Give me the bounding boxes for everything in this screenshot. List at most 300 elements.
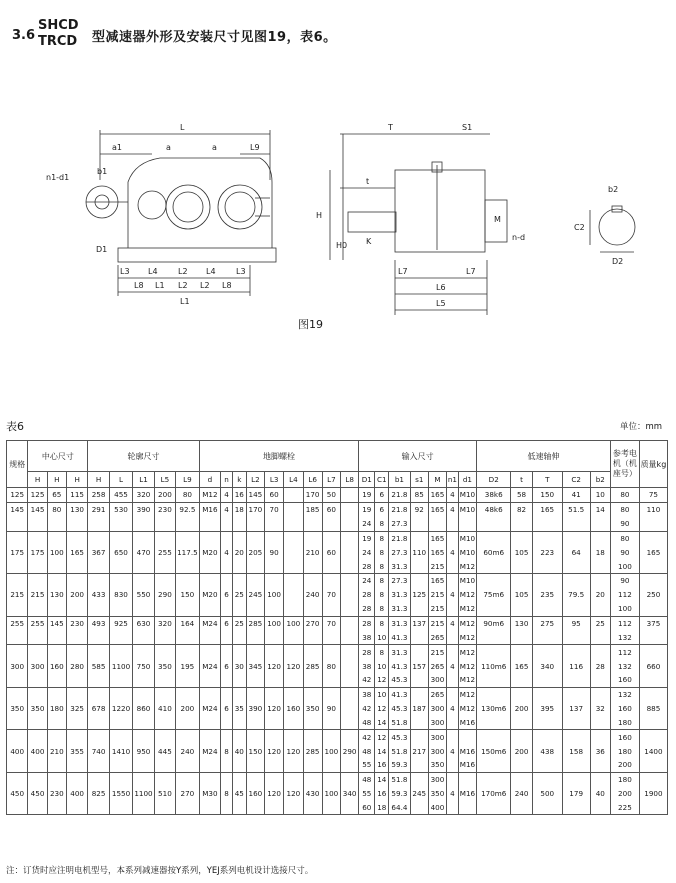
table-cell: 350	[428, 758, 446, 772]
figure-caption: 图19	[298, 318, 323, 331]
table-cell	[154, 758, 175, 772]
table-cell	[562, 559, 590, 573]
table-cell: 38	[359, 659, 375, 673]
table-cell	[232, 758, 246, 772]
table-cell: M12	[458, 659, 476, 673]
column-header: C1	[375, 472, 389, 488]
table-cell	[322, 559, 340, 573]
table-cell: 217	[410, 744, 428, 758]
table-cell: 291	[88, 502, 109, 516]
table-row	[7, 687, 668, 701]
table-cell: 530	[109, 502, 133, 516]
table-cell: 180	[610, 744, 639, 758]
table-cell	[199, 602, 220, 616]
table-row	[7, 588, 668, 602]
header-weight: 质量kg	[639, 441, 667, 488]
table-cell: 21.8	[389, 531, 410, 545]
table-cell	[47, 801, 66, 815]
table-cell	[639, 645, 667, 659]
table-cell: 28	[359, 559, 375, 573]
table-cell: 42	[359, 702, 375, 716]
table-cell: 18	[375, 801, 389, 815]
table-cell	[176, 758, 200, 772]
table-row	[7, 602, 668, 616]
table-cell	[264, 574, 283, 588]
table-cell	[284, 559, 303, 573]
table-cell	[199, 772, 220, 786]
table-cell	[176, 673, 200, 687]
table-cell: 80	[47, 502, 66, 516]
table-cell: 132	[610, 659, 639, 673]
table-cell	[410, 673, 428, 687]
table-cell: 10	[375, 630, 389, 644]
table-cell	[232, 716, 246, 730]
table-cell	[154, 645, 175, 659]
column-header: L	[109, 472, 133, 488]
table-cell	[88, 559, 109, 573]
table-cell	[7, 716, 28, 730]
table-cell	[322, 574, 340, 588]
table-cell	[7, 687, 28, 701]
dim-label-L1a: L1	[155, 281, 165, 290]
table-cell	[66, 687, 87, 701]
table-cell	[133, 801, 154, 815]
table-cell: 4	[447, 616, 459, 630]
table-cell: 4	[221, 545, 233, 559]
table-cell	[47, 716, 66, 730]
table-cell	[176, 517, 200, 531]
table-cell: 8	[375, 588, 389, 602]
table-cell	[532, 801, 562, 815]
table-cell	[639, 716, 667, 730]
table-cell	[154, 517, 175, 531]
table-cell	[133, 602, 154, 616]
table-cell: 300	[7, 659, 28, 673]
table-cell	[447, 602, 459, 616]
table-cell: 250	[639, 588, 667, 602]
table-row	[7, 787, 668, 801]
table-cell	[47, 772, 66, 786]
table-cell	[66, 645, 87, 659]
table-cell: 6	[221, 702, 233, 716]
table-cell	[88, 730, 109, 744]
table-cell	[303, 531, 322, 545]
table-row	[7, 488, 668, 503]
table-cell: 205	[246, 545, 264, 559]
table-cell: 1400	[639, 744, 667, 758]
table-cell	[322, 531, 340, 545]
table-cell: 42	[359, 673, 375, 687]
table-cell: 18	[232, 502, 246, 516]
table-cell: 117.5	[176, 545, 200, 559]
table-cell	[66, 531, 87, 545]
table-row	[7, 517, 668, 531]
table-cell: 200	[176, 702, 200, 716]
column-header: H	[88, 472, 109, 488]
table-cell	[639, 630, 667, 644]
table-cell	[154, 716, 175, 730]
table-cell: 255	[7, 616, 28, 630]
table-cell	[340, 502, 358, 516]
table-cell	[458, 772, 476, 786]
table-cell	[109, 758, 133, 772]
table-cell: 8	[375, 574, 389, 588]
header-foot: 地脚螺栓	[199, 441, 359, 472]
table-cell	[28, 772, 47, 786]
table-cell: M12	[458, 559, 476, 573]
table-cell	[447, 730, 459, 744]
table-cell	[7, 630, 28, 644]
column-header: L6	[303, 472, 322, 488]
table-cell	[590, 574, 610, 588]
table-cell	[199, 758, 220, 772]
table-cell	[284, 645, 303, 659]
table-cell: 215	[7, 588, 28, 602]
table-cell	[199, 730, 220, 744]
table-cell	[232, 687, 246, 701]
column-header: t	[511, 472, 532, 488]
table-cell	[221, 801, 233, 815]
table-cell	[246, 716, 264, 730]
model-code-1: SHCD	[38, 18, 79, 33]
table-cell	[176, 559, 200, 573]
table-cell	[303, 517, 322, 531]
table-cell	[340, 758, 358, 772]
table-cell	[109, 559, 133, 573]
table-cell	[88, 517, 109, 531]
table-cell	[109, 687, 133, 701]
table-cell	[154, 772, 175, 786]
table-cell: 825	[88, 787, 109, 801]
table-cell: 510	[154, 787, 175, 801]
table-cell: 59.3	[389, 758, 410, 772]
table-cell: 112	[610, 645, 639, 659]
table-cell	[639, 531, 667, 545]
table-cell	[133, 772, 154, 786]
table-cell	[47, 559, 66, 573]
table-cell	[532, 758, 562, 772]
table-cell: 6	[375, 488, 389, 503]
table-cell: 350	[154, 659, 175, 673]
table-cell: 395	[532, 702, 562, 716]
table-cell: 55	[359, 758, 375, 772]
column-header: H	[47, 472, 66, 488]
table-cell: 6	[375, 502, 389, 516]
table-cell	[590, 730, 610, 744]
table-cell: 550	[133, 588, 154, 602]
table-cell	[447, 716, 459, 730]
table-cell	[562, 716, 590, 730]
table-cell	[284, 716, 303, 730]
table-cell	[7, 645, 28, 659]
table-cell: 25	[590, 616, 610, 630]
table-cell: 265	[428, 659, 446, 673]
table-cell	[284, 602, 303, 616]
table-cell	[410, 772, 428, 786]
table-cell: 350	[7, 702, 28, 716]
table-cell: 130	[47, 588, 66, 602]
table-cell: 27.3	[389, 517, 410, 531]
table-cell	[511, 645, 532, 659]
table-cell: 367	[88, 545, 109, 559]
table-cell	[340, 702, 358, 716]
table-cell: 40	[232, 744, 246, 758]
table-cell	[176, 801, 200, 815]
table-cell: 82	[511, 502, 532, 516]
table-cell	[303, 645, 322, 659]
table-cell	[66, 801, 87, 815]
table-cell: 215	[428, 602, 446, 616]
table-cell: 25	[232, 616, 246, 630]
table-cell: 180	[610, 772, 639, 786]
table-cell	[232, 801, 246, 815]
table-cell: 32	[590, 702, 610, 716]
table-cell	[562, 687, 590, 701]
table-row	[7, 801, 668, 815]
table-cell	[410, 645, 428, 659]
table-cell: 750	[133, 659, 154, 673]
table-cell: M12	[458, 687, 476, 701]
table-cell: 145	[246, 488, 264, 503]
table-cell	[447, 574, 459, 588]
table-cell: 4	[447, 545, 459, 559]
dim-label-L2b: L2	[178, 281, 188, 290]
table-cell	[477, 801, 511, 815]
table-cell: 170m6	[477, 787, 511, 801]
table-row	[7, 730, 668, 744]
table-cell: 64	[562, 545, 590, 559]
table-cell: 210	[303, 545, 322, 559]
table-cell	[639, 517, 667, 531]
table-cell: M24	[199, 702, 220, 716]
table-cell	[232, 645, 246, 659]
table-cell	[154, 687, 175, 701]
table-cell: 300	[428, 716, 446, 730]
table-cell: 16	[232, 488, 246, 503]
table-cell: 125	[410, 588, 428, 602]
table-cell	[410, 687, 428, 701]
table-cell	[232, 730, 246, 744]
dim-label-t: t	[366, 177, 370, 186]
table-cell: 290	[340, 744, 358, 758]
table-cell	[477, 630, 511, 644]
table-cell: 1100	[109, 659, 133, 673]
table-cell	[562, 730, 590, 744]
table-cell	[221, 687, 233, 701]
table-cell: 285	[303, 744, 322, 758]
table-cell	[639, 673, 667, 687]
table-cell	[639, 602, 667, 616]
column-header: L2	[246, 472, 264, 488]
table-title: 表6	[6, 420, 24, 433]
table-cell: 160	[610, 702, 639, 716]
table-cell: 270	[303, 616, 322, 630]
table-cell	[447, 758, 459, 772]
table-cell	[410, 801, 428, 815]
table-cell	[590, 687, 610, 701]
table-cell	[7, 531, 28, 545]
table-cell	[590, 673, 610, 687]
table-cell	[532, 531, 562, 545]
dim-label-L7a: L7	[398, 267, 408, 276]
gear-circle-1	[138, 191, 166, 219]
table-cell: 21.8	[389, 502, 410, 516]
dim-label-L3b: L3	[236, 267, 246, 276]
table-cell	[590, 630, 610, 644]
table-cell: 12	[375, 730, 389, 744]
table-cell	[176, 574, 200, 588]
table-cell: 180	[47, 702, 66, 716]
column-header: L9	[176, 472, 200, 488]
table-cell	[221, 531, 233, 545]
table-cell: 300	[28, 659, 47, 673]
table-cell: 80	[176, 488, 200, 503]
table-cell	[109, 517, 133, 531]
table-cell: 105	[511, 545, 532, 559]
table-cell	[47, 730, 66, 744]
dim-label-b1: b1	[97, 167, 108, 176]
table-cell: 650	[109, 545, 133, 559]
table-cell	[410, 531, 428, 545]
table-cell: 4	[447, 588, 459, 602]
table-cell: M24	[199, 744, 220, 758]
table-cell	[303, 574, 322, 588]
table-cell: 100	[284, 616, 303, 630]
table-cell: 41.3	[389, 630, 410, 644]
table-cell: 145	[47, 616, 66, 630]
table-cell: 59.3	[389, 787, 410, 801]
table-cell: 350	[303, 702, 322, 716]
table-cell: 450	[7, 787, 28, 801]
table-cell: 925	[109, 616, 133, 630]
table-cell: 137	[562, 702, 590, 716]
table-cell	[7, 673, 28, 687]
table-cell: 51.5	[562, 502, 590, 516]
table-cell: 31.3	[389, 602, 410, 616]
table-cell: M24	[199, 616, 220, 630]
table-cell	[176, 730, 200, 744]
table-cell: 175	[28, 545, 47, 559]
table-cell: M10	[458, 488, 476, 503]
table-cell: 230	[47, 787, 66, 801]
table-cell: 175	[7, 545, 28, 559]
table-cell	[232, 559, 246, 573]
table-cell	[88, 645, 109, 659]
table-row	[7, 502, 668, 516]
table-cell: M12	[199, 488, 220, 503]
table-cell: 160	[610, 730, 639, 744]
table-cell: 30	[232, 659, 246, 673]
table-cell: 240	[303, 588, 322, 602]
table-cell: 70	[322, 616, 340, 630]
table-cell	[88, 673, 109, 687]
table-cell	[133, 517, 154, 531]
table-cell: 132	[610, 630, 639, 644]
output-shaft-section	[599, 209, 635, 245]
table-cell: 41	[562, 488, 590, 503]
table-cell	[511, 716, 532, 730]
dim-label-T: T	[388, 123, 393, 132]
table-cell: 38	[359, 687, 375, 701]
table-cell: 223	[532, 545, 562, 559]
table-cell	[264, 602, 283, 616]
table-cell: 80	[610, 531, 639, 545]
table-cell: 438	[532, 744, 562, 758]
dim-label-L8a: L8	[134, 281, 144, 290]
table-cell	[133, 673, 154, 687]
column-header: H	[28, 472, 47, 488]
dim-label-a1: a1	[112, 143, 122, 152]
table-cell: 340	[532, 659, 562, 673]
table-cell: 14	[375, 716, 389, 730]
table-cell: 120	[264, 659, 283, 673]
table-cell: 38	[359, 630, 375, 644]
table-cell	[410, 716, 428, 730]
table-cell: 300	[428, 772, 446, 786]
table-cell	[303, 630, 322, 644]
table-cell: 116	[562, 659, 590, 673]
table-cell: 493	[88, 616, 109, 630]
table-cell	[590, 772, 610, 786]
table-cell: 45.3	[389, 673, 410, 687]
table-cell: 245	[246, 588, 264, 602]
table-cell: 585	[88, 659, 109, 673]
title-text: 型减速器外形及安装尺寸见图19，表6。	[92, 30, 337, 45]
table-cell: M12	[458, 602, 476, 616]
table-cell: 100	[610, 602, 639, 616]
table-cell: 100	[47, 545, 66, 559]
table-cell	[28, 559, 47, 573]
table-cell	[264, 673, 283, 687]
table-cell: 195	[176, 659, 200, 673]
table-cell	[221, 517, 233, 531]
table-cell: 320	[133, 488, 154, 503]
table-cell	[264, 517, 283, 531]
table-cell: 470	[133, 545, 154, 559]
table-cell: 950	[133, 744, 154, 758]
table-cell	[447, 517, 459, 531]
table-cell: 164	[176, 616, 200, 630]
column-header: M	[428, 472, 446, 488]
table-cell: 255	[154, 545, 175, 559]
column-header: L4	[284, 472, 303, 488]
table-cell	[340, 730, 358, 744]
dim-label-L3a: L3	[120, 267, 130, 276]
table-cell: 130m6	[477, 702, 511, 716]
table-cell: M12	[458, 702, 476, 716]
dim-label-L7b: L7	[466, 267, 476, 276]
dim-label-L4b: L4	[206, 267, 216, 276]
table-cell	[562, 531, 590, 545]
table-cell: 8	[221, 744, 233, 758]
table-cell: 158	[562, 744, 590, 758]
table-cell	[47, 531, 66, 545]
table-cell	[284, 517, 303, 531]
table-cell	[447, 673, 459, 687]
table-cell: 92.5	[176, 502, 200, 516]
table-cell: 90	[610, 545, 639, 559]
table-row	[7, 772, 668, 786]
table-cell: 48	[359, 744, 375, 758]
table-cell	[639, 801, 667, 815]
dim-label-M: M	[494, 215, 501, 224]
dim-label-nd: n-d	[512, 233, 526, 242]
table-cell: M16	[199, 502, 220, 516]
table-cell: 14	[375, 772, 389, 786]
table-cell: 345	[246, 659, 264, 673]
header-center: 中心尺寸	[28, 441, 88, 472]
footnote: 注：订货时应注明电机型号，本系列减速器按Y系列，YEJ系列电机设计选接尺寸。	[6, 866, 314, 876]
